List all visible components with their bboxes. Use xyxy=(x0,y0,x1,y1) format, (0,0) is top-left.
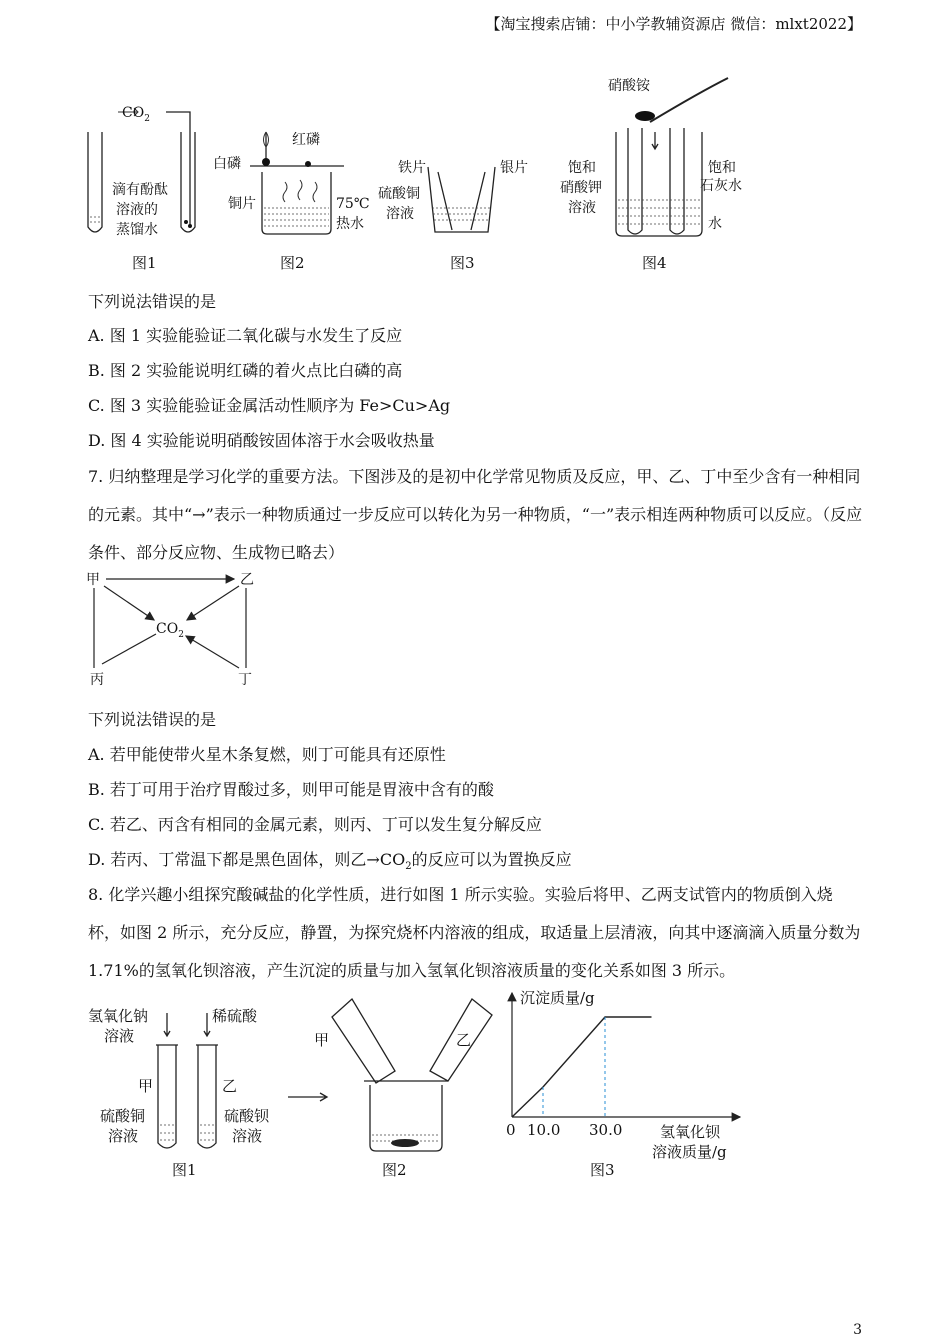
fig1-label-1: 滴有酚酞 xyxy=(112,182,168,198)
fig3-cuso4-2: 溶液 xyxy=(386,206,414,222)
fig1-co2-label: $CO_2$ xyxy=(122,105,150,124)
q8-fig3-chart xyxy=(506,989,740,1179)
q7-node-jia: 甲 xyxy=(86,572,100,588)
q8-fig1-caption: 图1 xyxy=(172,1161,197,1179)
page-header: 【淘宝搜索店铺：中小学教辅资源店 微信：mlxt2022】 xyxy=(485,15,862,33)
fig4-kno3-3: 溶液 xyxy=(568,200,596,216)
fig2-caption: 图2 xyxy=(280,254,305,272)
q6-option-b: B. 图 2 实验能说明红磷的着火点比白磷的高 xyxy=(88,361,403,380)
chart-xlabel-2: 溶液质量/g xyxy=(652,1143,727,1161)
chart-tick-10: 10.0 xyxy=(527,1121,561,1139)
q8-fig1-naoh-1: 氢氧化钠 xyxy=(88,1007,149,1025)
q7-node-bing: 丙 xyxy=(90,672,104,688)
q6-option-d: D. 图 4 实验能说明硝酸铵固体溶于水会吸收热量 xyxy=(88,431,435,450)
q7-node-ding: 丁 xyxy=(238,672,252,688)
fig1-caption: 图1 xyxy=(132,254,157,272)
chart-origin: 0 xyxy=(506,1121,516,1139)
q6-figures xyxy=(80,72,800,277)
chart-series-line xyxy=(512,1017,652,1117)
q8-fig1-jia: 甲 xyxy=(138,1077,154,1095)
fig4-kno3-1: 饱和 xyxy=(568,160,596,176)
fig4-water: 水 xyxy=(708,216,722,232)
q8-fig1-naoh-2: 溶液 xyxy=(104,1027,135,1045)
fig2-white-p: 白磷 xyxy=(213,156,241,172)
fig2-temp: 75℃ xyxy=(336,196,370,212)
fig4-caption: 图4 xyxy=(642,254,667,272)
fig2-hot-water: 热水 xyxy=(336,216,364,232)
q7-node-yi: 乙 xyxy=(240,572,254,588)
q7-node-co2: $CO_2$ xyxy=(156,621,184,640)
q6-option-c: C. 图 3 实验能验证金属活动性顺序为 Fe>Cu>Ag xyxy=(88,396,451,415)
q6-stem: 下列说法错误的是 xyxy=(88,292,217,311)
chart-ylabel: 沉淀质量/g xyxy=(520,989,595,1007)
fig1-label-2: 溶液的 xyxy=(116,202,158,218)
fig2-copper: 铜片 xyxy=(228,196,256,212)
q7-option-b: B. 若丁可用于治疗胃酸过多，则甲可能是胃液中含有的酸 xyxy=(88,780,494,799)
q8-fig1-cuso4-2: 溶液 xyxy=(108,1127,139,1145)
fig4-lime-2: 石灰水 xyxy=(700,178,742,194)
q7-diagram xyxy=(84,568,264,692)
q7-text: 7. 归纳整理是学习化学的重要方法。下图涉及的是初中化学常见物质及反应，甲、乙、丁中至少含有一种相同的元素。其中“→”表示一种物质通过一步反应可以转化为另一种物质，“一”表示相连两种物质可以反应。（反应条件、部分反应物、生成物已略去） xyxy=(88,467,863,562)
fig3-caption: 图3 xyxy=(450,254,475,272)
q8-figures xyxy=(80,985,780,1185)
q7-option-c: C. 若乙、丙含有相同的金属元素，则丙、丁可以发生复分解反应 xyxy=(88,815,542,834)
chart-xlabel-1: 氢氧化钡 xyxy=(660,1123,721,1141)
fig2-red-p: 红磷 xyxy=(292,132,320,148)
q8-fig2-yi: 乙 xyxy=(456,1031,472,1049)
q8-fig1-h2so4: 稀硫酸 xyxy=(212,1007,258,1025)
fig4-lime-1: 饱和 xyxy=(708,160,736,176)
fig3-cuso4-1: 硫酸铜 xyxy=(378,186,420,202)
fig1-label-3: 蒸馏水 xyxy=(116,222,158,238)
q8-fig1-baso4-1: 硫酸钡 xyxy=(224,1107,270,1125)
q8-fig2-caption: 图2 xyxy=(382,1161,407,1179)
q7-option-a: A. 若甲能使带火星木条复燃，则丁可能具有还原性 xyxy=(88,745,446,764)
fig4-kno3-2: 硝酸钾 xyxy=(560,180,602,196)
fig4-nh4no3: 硝酸铵 xyxy=(608,78,650,94)
q6-option-a: A. 图 1 实验能验证二氧化碳与水发生了反应 xyxy=(88,326,403,345)
chart-caption: 图3 xyxy=(590,1161,615,1179)
q8-fig1-yi: 乙 xyxy=(222,1077,238,1095)
q8-fig1-cuso4-1: 硫酸铜 xyxy=(100,1107,146,1125)
page-number: 3 xyxy=(853,1322,862,1338)
q8-fig2-jia: 甲 xyxy=(314,1031,330,1049)
chart-tick-30: 30.0 xyxy=(589,1121,623,1139)
q8-fig1-baso4-2: 溶液 xyxy=(232,1127,263,1145)
fig3-silver: 银片 xyxy=(500,160,528,176)
q7-option-d: D. 若丙、丁常温下都是黑色固体，则乙$\to CO_2$的反应可以为置换反应 xyxy=(88,850,572,873)
q7-stem: 下列说法错误的是 xyxy=(88,710,217,729)
fig3-iron: 铁片 xyxy=(398,160,426,176)
q8-text: 8. 化学兴趣小组探究酸碱盐的化学性质，进行如图 1 所示实验。实验后将甲、乙两支试管内的物质倒入烧杯，如图 2 所示，充分反应，静置，为探究烧杯内溶液的组成，取适量上层清液，向其中逐滴滴入质量分数为 1.71%的氢氧化钡溶液，产生沉淀的质量与加入氢氧化钡溶液质量的变化关系如图 3 所示。 xyxy=(88,885,861,980)
